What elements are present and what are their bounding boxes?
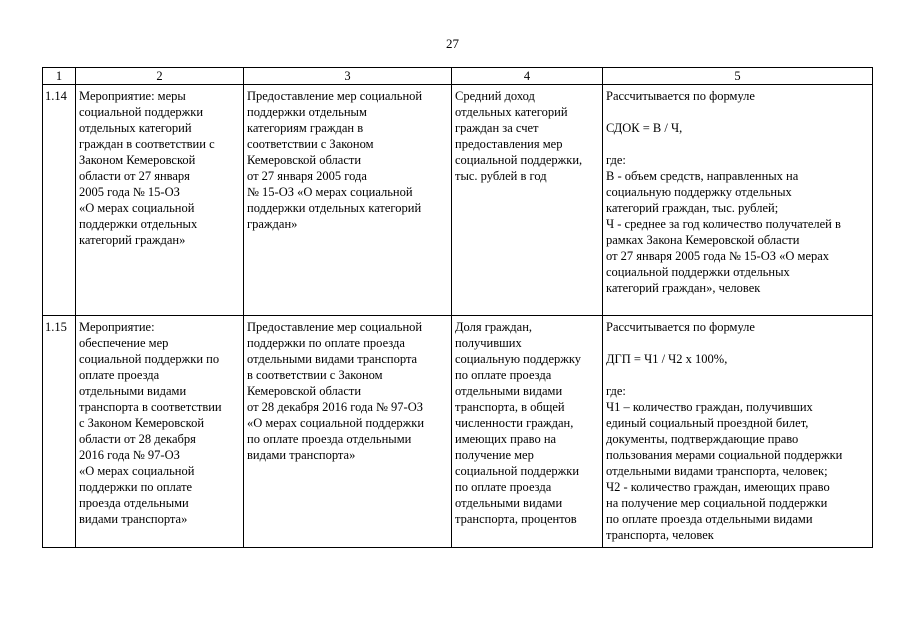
text-line: социальной поддержки <box>455 464 580 478</box>
text-line <box>606 136 869 152</box>
text-line: где: <box>606 384 626 398</box>
event-cell <box>76 316 244 548</box>
text-line: от 28 декабря 2016 года № 97-ОЗ <box>247 400 423 414</box>
text-line: численности граждан, <box>455 416 574 430</box>
text-line: отдельных категорий <box>79 121 192 135</box>
description-cell <box>244 316 452 548</box>
text-line: 2005 года № 15-ОЗ <box>79 185 180 199</box>
text-line: граждан за счет <box>455 121 539 135</box>
text-line: отдельными видами <box>455 384 563 398</box>
header-cell-3: 3 <box>244 68 452 85</box>
text-line: от 27 января 2005 года № 15-ОЗ «О мерах <box>606 249 830 263</box>
text-line: транспорта, в общей <box>455 400 565 414</box>
text-line: 2016 года № 97-ОЗ <box>79 448 180 462</box>
header-cell-4: 4 <box>452 68 603 85</box>
text-line: Доля граждан, <box>455 320 533 334</box>
text-line: категориям граждан в <box>247 121 364 135</box>
text-line: Законом Кемеровской <box>79 153 196 167</box>
event-cell <box>76 85 244 316</box>
text-line: Ч1 – количество граждан, получивших <box>606 400 813 414</box>
text-line: видами транспорта» <box>247 448 356 462</box>
text-line: получение мер <box>455 448 534 462</box>
indicators-table <box>42 67 873 548</box>
header-cell-5: 5 <box>603 68 873 85</box>
text-line: социальную поддержку отдельных <box>606 185 792 199</box>
text-line: «О мерах социальной поддержки <box>247 416 425 430</box>
text-line: граждан» <box>247 217 298 231</box>
text-line: Мероприятие: меры <box>79 89 186 103</box>
header-cell-2: 2 <box>76 68 244 85</box>
text-line: документы, подтверждающие право <box>606 432 799 446</box>
text-line: пользования мерами социальной поддержки <box>606 448 843 462</box>
indicator-cell <box>452 316 603 548</box>
text-line: Кемеровской области <box>247 384 362 398</box>
text-line: Мероприятие: <box>79 320 155 334</box>
text-line: транспорта в соответствии <box>79 400 222 414</box>
text-line: отдельными видами <box>79 384 187 398</box>
header-cell-1: 1 <box>43 68 76 85</box>
text-line: отдельными видами транспорта <box>247 352 418 366</box>
text-line: тыс. рублей в год <box>455 169 547 183</box>
text-line: отдельными видами <box>455 496 563 510</box>
text-line: на получение мер социальной поддержки <box>606 496 828 510</box>
page-number: 27 <box>446 36 459 51</box>
text-line: получивших <box>455 336 522 350</box>
text-line: № 15-ОЗ «О мерах социальной <box>247 185 413 199</box>
text-line: Рассчитывается по формуле <box>606 320 755 334</box>
text-line: «О мерах социальной <box>79 464 195 478</box>
text-line: области от 28 декабря <box>79 432 196 446</box>
text-line <box>606 367 869 383</box>
indicator-cell <box>452 85 603 316</box>
text-line: где: <box>606 153 626 167</box>
text-line: поддержки отдельных категорий <box>247 201 422 215</box>
row-number: 1.14 <box>43 85 76 316</box>
text-line: социальной поддержки <box>79 105 204 119</box>
text-line: категорий граждан», человек <box>606 281 761 295</box>
text-line: поддержки по оплате проезда <box>247 336 405 350</box>
text-line: отдельными видами транспорта, человек; <box>606 464 828 478</box>
text-line: Предоставление мер социальной <box>247 89 423 103</box>
text-line: «О мерах социальной <box>79 201 195 215</box>
text-line: по оплате проезда отдельными <box>247 432 412 446</box>
text-line: Предоставление мер социальной <box>247 320 423 334</box>
row-number: 1.15 <box>43 316 76 548</box>
text-line: единый социальный проездной билет, <box>606 416 809 430</box>
text-line: соответствии с Законом <box>247 137 374 151</box>
text-line: категорий граждан» <box>79 233 186 247</box>
text-line: В - объем средств, направленных на <box>606 169 799 183</box>
text-line: предоставления мер <box>455 137 563 151</box>
text-line: поддержки по оплате <box>79 480 193 494</box>
text-line: социальной поддержки отдельных <box>606 265 790 279</box>
text-line: граждан в соответствии с <box>79 137 215 151</box>
text-line: по оплате проезда отдельными видами <box>606 512 813 526</box>
text-line: видами транспорта» <box>79 512 188 526</box>
text-line: по оплате проезда <box>455 480 552 494</box>
text-line: социальную поддержку <box>455 352 582 366</box>
text-line: ДГП = Ч1 / Ч2 х 100%, <box>606 352 728 366</box>
text-line: рамках Закона Кемеровской области <box>606 233 800 247</box>
text-line: имеющих право на <box>455 432 557 446</box>
text-line: с Законом Кемеровской <box>79 416 205 430</box>
formula-cell <box>603 316 873 548</box>
text-line: транспорта, процентов <box>455 512 577 526</box>
text-line: Кемеровской области <box>247 153 362 167</box>
text-line: Ч2 - количество граждан, имеющих право <box>606 480 830 494</box>
table-row <box>43 316 873 548</box>
header-row <box>43 68 873 85</box>
text-line: категорий граждан, тыс. рублей; <box>606 201 779 215</box>
text-line: оплате проезда <box>79 368 160 382</box>
text-line: области от 27 января <box>79 169 190 183</box>
text-line: Рассчитывается по формуле <box>606 89 755 103</box>
text-line: поддержки отдельных <box>79 217 198 231</box>
text-line: обеспечение мер <box>79 336 169 350</box>
text-line: транспорта, человек <box>606 528 714 542</box>
description-cell <box>244 85 452 316</box>
text-line: социальной поддержки по <box>79 352 220 366</box>
formula-cell <box>603 85 873 316</box>
text-line <box>606 104 869 120</box>
text-line: Ч - среднее за год количество получателей в <box>606 217 841 231</box>
text-line: Средний доход <box>455 89 535 103</box>
text-line: от 27 января 2005 года <box>247 169 367 183</box>
table-row <box>43 85 873 316</box>
text-line: поддержки отдельным <box>247 105 367 119</box>
text-line: в соответствии с Законом <box>247 368 383 382</box>
text-line: по оплате проезда <box>455 368 552 382</box>
text-line <box>606 335 869 351</box>
text-line: отдельных категорий <box>455 105 568 119</box>
text-line: проезда отдельными <box>79 496 189 510</box>
text-line: СДОК = В / Ч, <box>606 121 683 135</box>
text-line: социальной поддержки, <box>455 153 583 167</box>
